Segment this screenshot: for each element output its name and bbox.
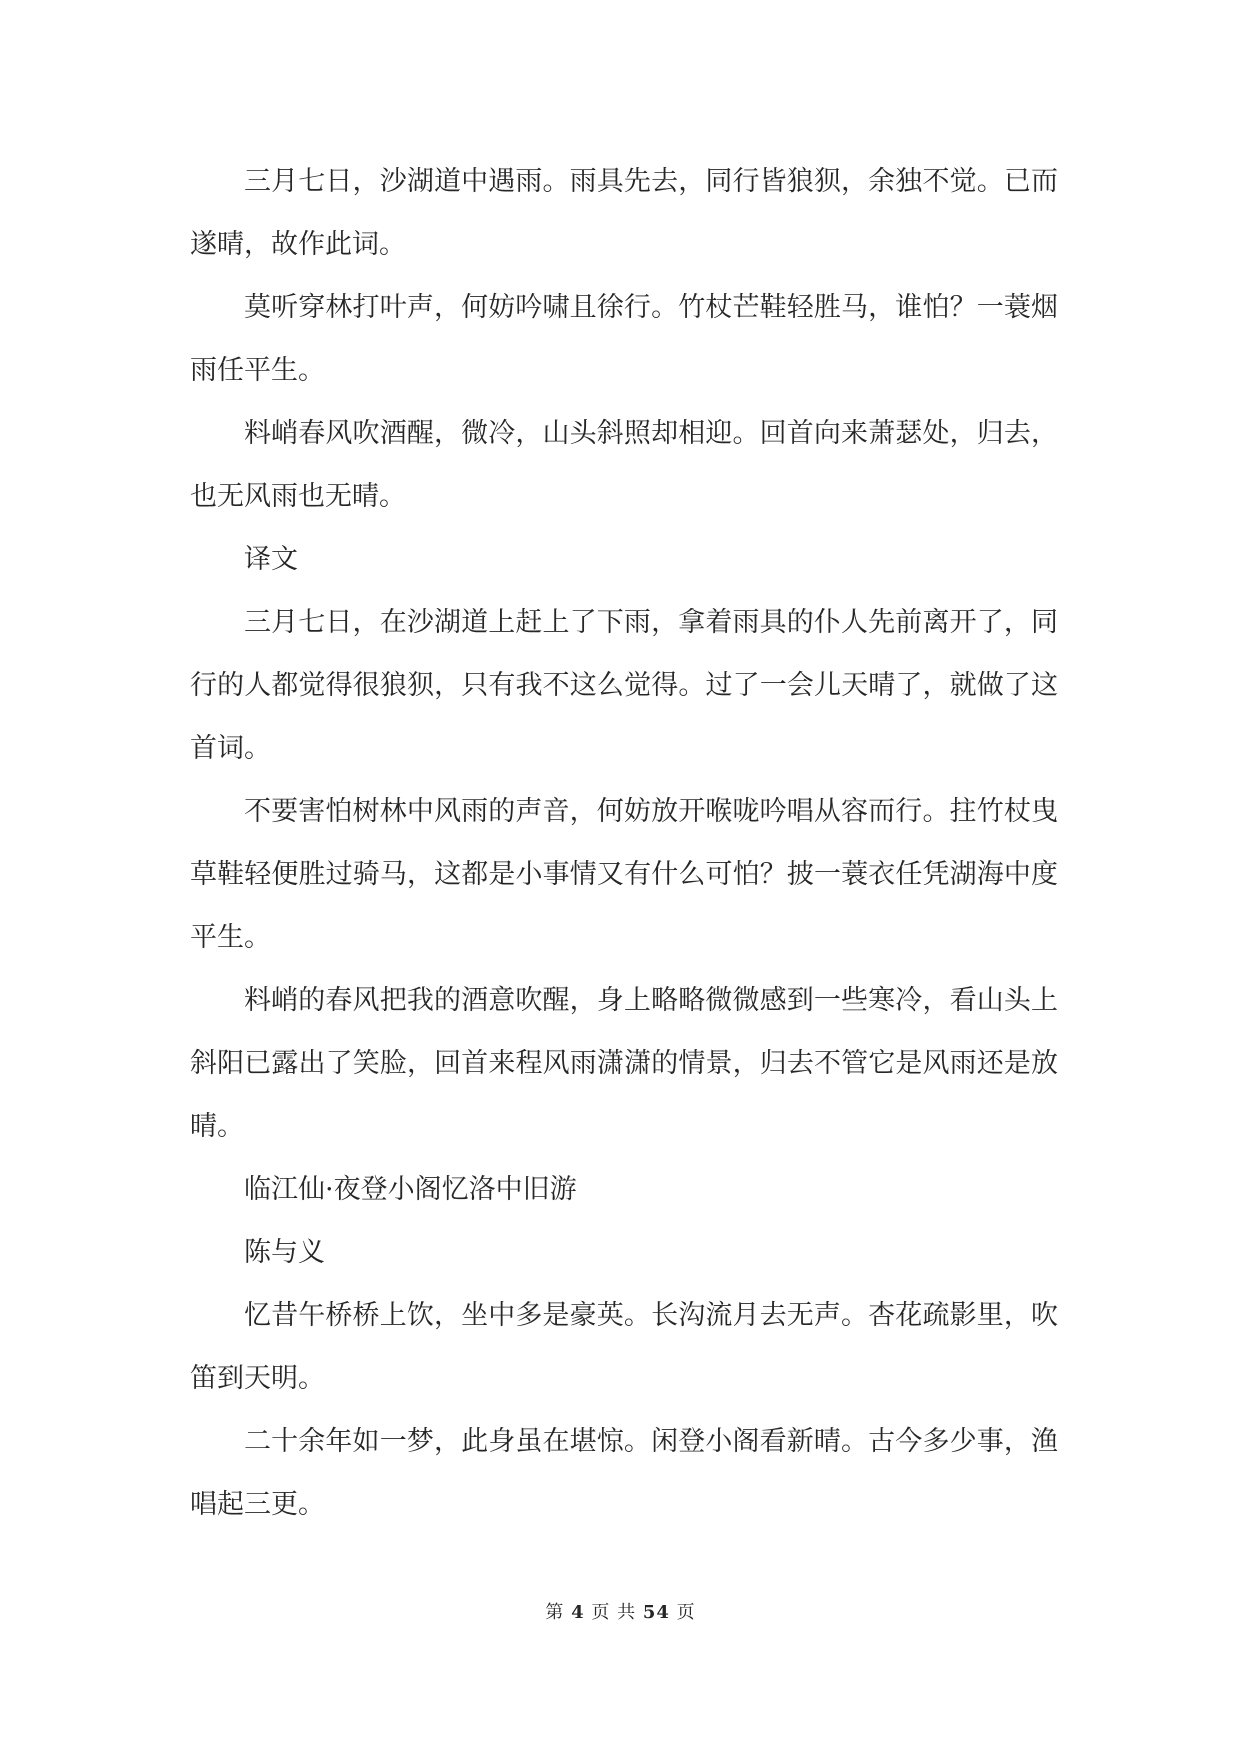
page-footer xyxy=(0,1600,1241,1626)
paragraph-translation-3: 料峭的春风把我的酒意吹醒，身上略略微微感到一些寒冷，看山头上斜阳已露出了笑脸，回首来程风雨潇潇的情景，归去不管它是风雨还是放晴。 xyxy=(190,985,1058,1142)
paragraph-translation-1: 三月七日，在沙湖道上赶上了下雨，拿着雨具的仆人先前离开了，同行的人都觉得很狼狈，只有我不这么觉得。过了一会儿天晴了，就做了这首词。 xyxy=(190,607,1058,764)
paragraph-poem2-stanza-1: 忆昔午桥桥上饮，坐中多是豪英。长沟流月去无声。杏花疏影里，吹笛到天明。 xyxy=(190,1300,1058,1394)
poem-title: 临江仙·夜登小阁忆洛中旧游 xyxy=(244,1174,577,1205)
paragraph-poem2-stanza-2: 二十余年如一梦，此身虽在堪惊。闲登小阁看新晴。古今多少事，渔唱起三更。 xyxy=(190,1426,1058,1520)
document-body xyxy=(190,150,1058,1536)
footer-middle: 页 共 xyxy=(591,1602,637,1623)
paragraph-poem-stanza-1: 莫听穿林打叶声，何妨吟啸且徐行。竹杖芒鞋轻胜马，谁怕？一蓑烟雨任平生。 xyxy=(190,292,1058,386)
paragraph-translation-2: 不要害怕树林中风雨的声音，何妨放开喉咙吟唱从容而行。拄竹杖曳草鞋轻便胜过骑马，这都是小事情又有什么可怕？披一蓑衣任凭湖海中度平生。 xyxy=(190,796,1058,953)
poem-author: 陈与义 xyxy=(244,1237,325,1268)
footer-prefix: 第 xyxy=(545,1602,565,1623)
total-page-count: 54 xyxy=(642,1602,670,1623)
translation-heading: 译文 xyxy=(244,544,298,575)
current-page-number: 4 xyxy=(571,1602,585,1623)
paragraph-preface: 三月七日，沙湖道中遇雨。雨具先去，同行皆狼狈，余独不觉。已而遂晴，故作此词。 xyxy=(190,166,1058,260)
paragraph-poem-stanza-2: 料峭春风吹酒醒，微冷，山头斜照却相迎。回首向来萧瑟处，归去，也无风雨也无晴。 xyxy=(190,418,1058,512)
footer-suffix: 页 xyxy=(676,1602,696,1623)
